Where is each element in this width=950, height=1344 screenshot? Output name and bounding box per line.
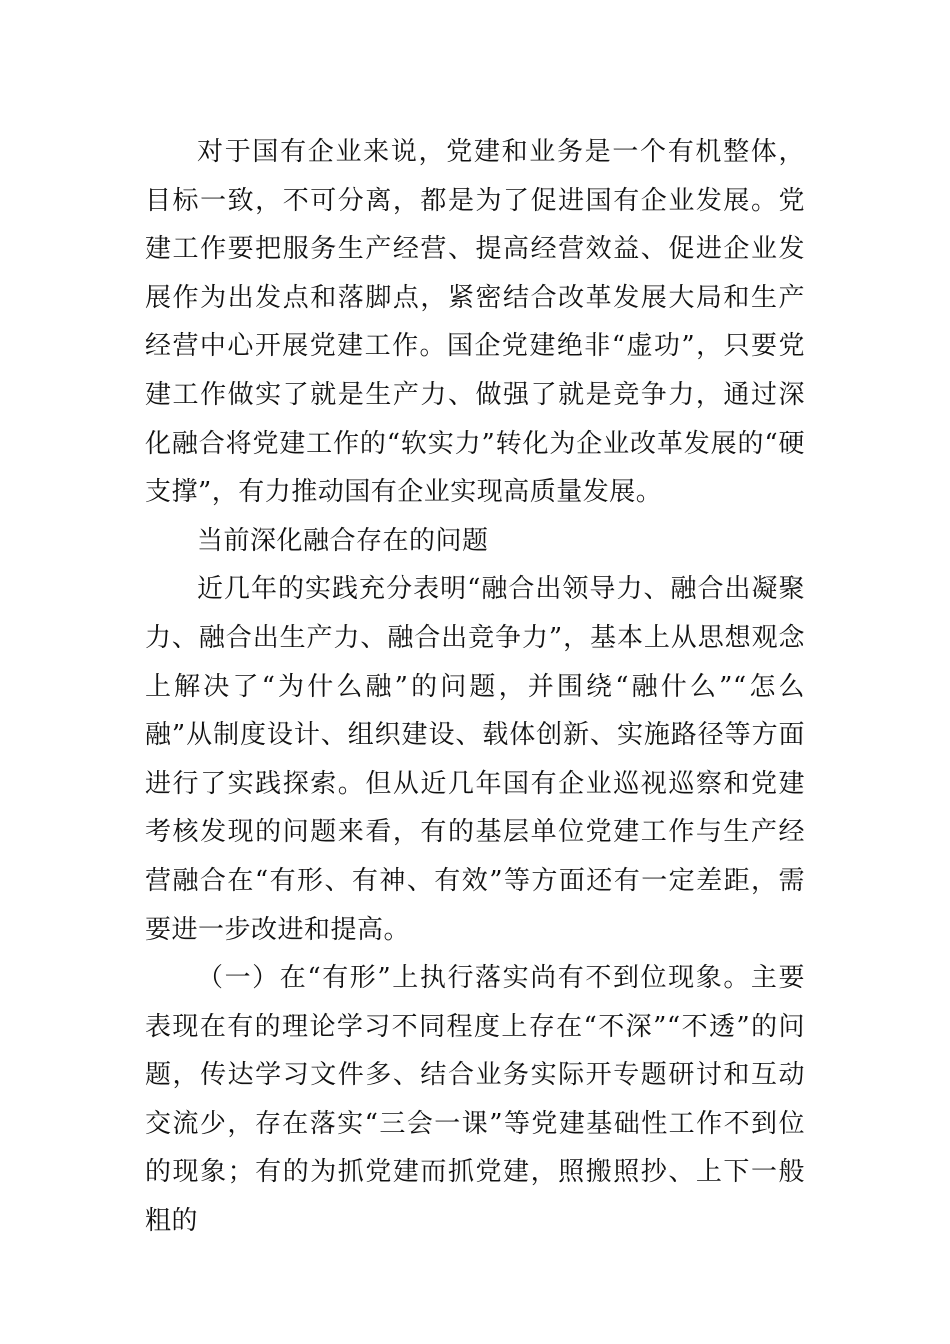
- paragraph-practice: 近几年的实践充分表明“融合出领导力、融合出凝聚力、融合出生产力、融合出竞争力”，基本上从思想观念上解决了“为什么融”的问题，并围绕“融什么”“怎么融”从制度设计、组织建设、载体创新、实施路径等方面进行了实践探索。但从近几年国有企业巡视巡察和党建考核发现的问题来看，有的基层单位党建工作与生产经营融合在“有形、有神、有效”等方面还有一定差距，需要进一步改进和提高。: [145, 574, 805, 945]
- paragraph-item-one: （一）在“有形”上执行落实尚有不到位现象。主要表现在有的理论学习不同程度上存在“不深”“不透”的问题，传达学习文件多、结合业务实际开专题研讨和互动交流少，存在落实“三会一课”等党建基础性工作不到位的现象；有的为抓党建而抓党建，照搬照抄、上下一般粗的: [145, 963, 805, 1237]
- section-heading: 当前深化融合存在的问题: [197, 525, 489, 556]
- paragraph-intro: 对于国有企业来说，党建和业务是一个有机整体，目标一致，不可分离，都是为了促进国有企业发展。党建工作要把服务生产经营、提高经营效益、促进企业发展作为出发点和落脚点，紧密结合改革发展大局和生产经营中心开展党建工作。国企党建绝非“虚功”，只要党建工作做实了就是生产力、做强了就是竞争力，通过深化融合将党建工作的“软实力”转化为企业改革发展的“硬支撑”，有力推动国有企业实现高质量发展。: [145, 137, 805, 508]
- document-body: [145, 128, 805, 1246]
